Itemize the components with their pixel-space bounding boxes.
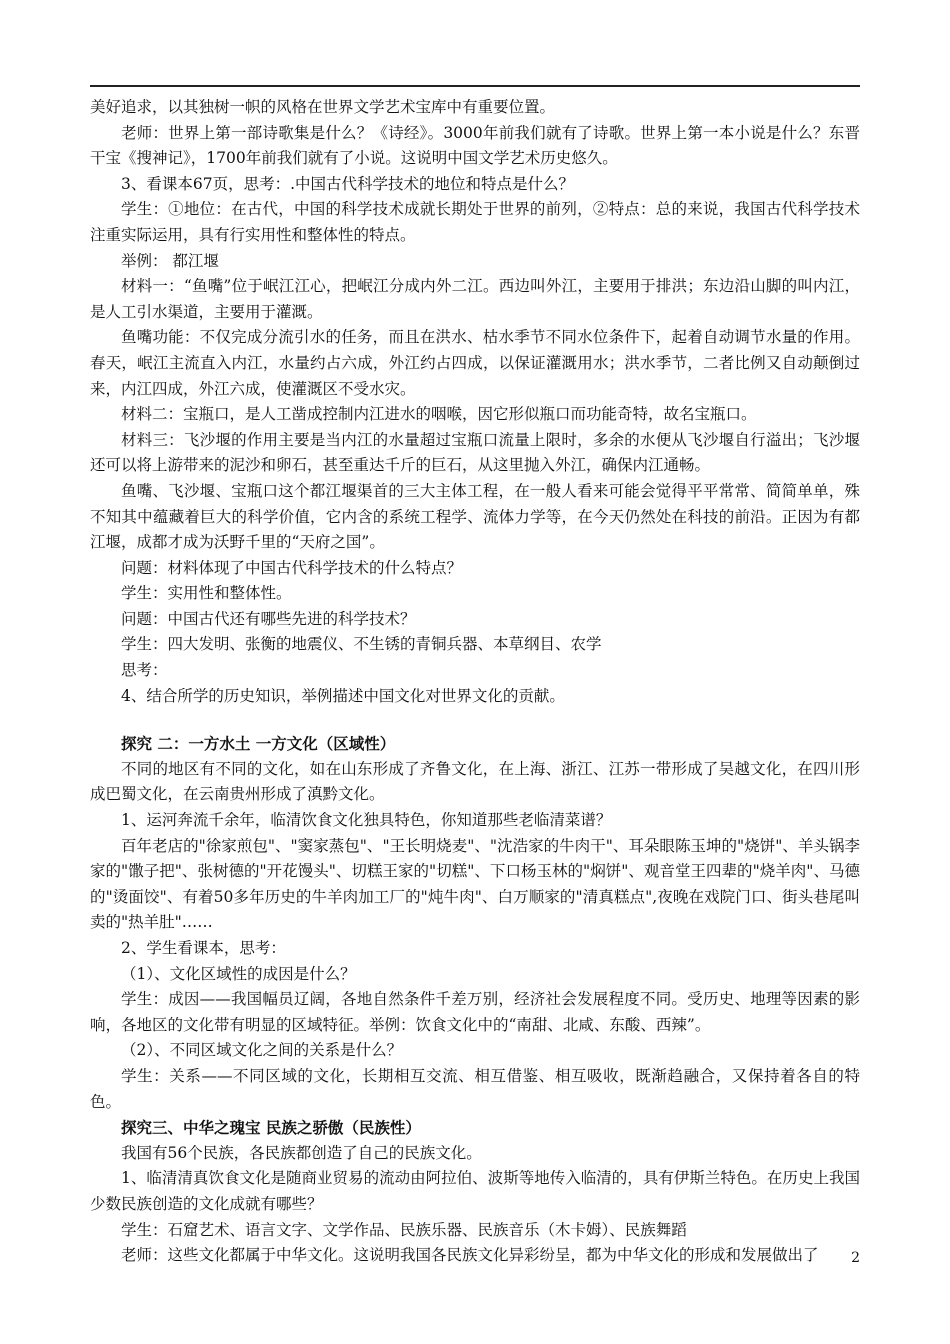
paragraph: 学生：石窟艺术、语言文字、文学作品、民族乐器、民族音乐（木卡姆）、民族舞蹈 [121, 1220, 687, 1239]
section-heading: 探究三、中华之瑰宝 民族之骄傲（民族性） [121, 1118, 421, 1138]
section-heading: 探究 二：一方水土 一方文化（区域性） [121, 734, 396, 754]
paragraph: 3、看课本67页，思考：.中国古代科学技术的地位和特点是什么？ [121, 174, 575, 193]
paragraph: 1、运河奔流千余年，临清饮食文化独具特色，你知道那些老临清菜谱？ [121, 811, 612, 830]
paragraph-gap [90, 709, 860, 731]
paragraph: 美好追求，以其独树一帜的风格在世界文学艺术宝库中有重要位置。 [90, 98, 556, 116]
paragraph: 材料二：宝瓶口，是人工凿成控制内江进水的咽喉，因它形似瓶口而功能奇特，故名宝瓶口。 [121, 405, 757, 424]
paragraph: 材料一：“鱼嘴”位于岷江江心，把岷江分成内外二江。西边叫外江，主要用于排洪；东边沿山脚的叫内江，是人工引水渠道，主要用于灌溉。 [90, 277, 860, 321]
paragraph: 4、结合所学的历史知识，举例描述中国文化对世界文化的贡献。 [121, 686, 565, 705]
document-body [90, 95, 860, 1269]
paragraph: 1、临清清真饮食文化是随商业贸易的流动由阿拉伯、波斯等地传入临清的，具有伊斯兰特色。在历史上我国少数民族创造的文化成就有哪些？ [90, 1169, 860, 1213]
paragraph: 材料三：飞沙堰的作用主要是当内江的水量超过宝瓶口流量上限时，多余的水便从飞沙堰自行溢出；飞沙堰还可以将上游带来的泥沙和卵石，甚至重达千斤的巨石，从这里抛入外江，确保内江通畅。 [90, 430, 860, 475]
paragraph: 百年老店的"徐家煎包"、"窦家蒸包"、"王长明烧麦"、"沈浩家的牛肉干"、耳朵眼陈玉坤的"烧饼"、羊头锅李家的"馓子把"、张树德的"开花馒头"、切糕王家的"切糕"、下口杨玉林的"焖饼"、观音堂王四辈的"烧羊肉"、马德的"烫面饺"、有着50多年历史的牛羊肉加工厂的"炖牛肉"、白万顺家的"清真糕点",夜晚在戏院门口、街头巷尾叫卖的"热羊肚"…… [90, 836, 860, 932]
paragraph: 学生：四大发明、张衡的地震仪、不生锈的青铜兵器、本草纲目、农学 [121, 635, 602, 654]
paragraph: 举例： 都江堰 [121, 251, 219, 270]
paragraph: 学生：①地位：在古代，中国的科学技术成就长期处于世界的前列，②特点：总的来说，我国古代科学技术注重实际运用，具有行实用性和整体性的特点。 [90, 200, 860, 244]
paragraph: 问题：材料体现了中国古代科学技术的什么特点？ [121, 558, 463, 577]
paragraph: 老师：这些文化都属于中华文化。这说明我国各民族文化异彩纷呈，都为中华文化的形成和发展做出了 [121, 1246, 819, 1265]
paragraph: 老师：世界上第一部诗歌集是什么？《诗经》。3000年前我们就有了诗歌。世界上第一本小说是什么？东晋干宝《搜神记》，1700年前我们就有了小说。这说明中国文学艺术历史悠久。 [90, 123, 860, 168]
paragraph: 鱼嘴、飞沙堰、宝瓶口这个都江堰渠首的三大主体工程，在一般人看来可能会觉得平平常常、简简单单，殊不知其中蕴藏着巨大的科学价值，它内含的系统工程学、流体力学等，在今天仍然处在科技的前沿。正因为有都江堰，成都才成为沃野千里的“天府之国”。 [90, 481, 860, 552]
paragraph: （1）、文化区域性的成因是什么？ [121, 964, 356, 983]
page-number: 2 [851, 1250, 860, 1266]
paragraph: 学生：关系——不同区域的文化，长期相互交流、相互借鉴、相互吸收，既渐趋融合，又保持着各自的特色。 [90, 1066, 860, 1111]
paragraph: 不同的地区有不同的文化，如在山东形成了齐鲁文化，在上海、浙江、江苏一带形成了吴越文化，在四川形成巴蜀文化，在云南贵州形成了滇黔文化。 [90, 759, 860, 804]
header-rule [90, 85, 860, 87]
paragraph: 我国有56个民族，各民族都创造了自己的民族文化。 [121, 1143, 482, 1162]
paragraph: 问题：中国古代还有哪些先进的科学技术？ [121, 609, 416, 628]
paragraph: 2、学生看课本，思考： [121, 939, 286, 957]
paragraph: （2）、不同区域文化之间的关系是什么？ [121, 1041, 403, 1060]
paragraph: 思考： [121, 661, 168, 680]
paragraph: 学生：实用性和整体性。 [121, 584, 292, 603]
paragraph: 学生：成因——我国幅员辽阔，各地自然条件千差万别，经济社会发展程度不同。受历史、地理等因素的影响，各地区的文化带有明显的区域特征。举例：饮食文化中的“南甜、北咸、东酸、西辣”。 [90, 990, 860, 1034]
paragraph: 鱼嘴功能：不仅完成分流引水的任务，而且在洪水、枯水季节不同水位条件下，起着自动调节水量的作用。春天，岷江主流直入内江，水量约占六成，外江约占四成，以保证灌溉用水；洪水季节，二者比例又自动颠倒过来，内江四成，外江六成，使灌溉区不受水灾。 [90, 328, 860, 398]
